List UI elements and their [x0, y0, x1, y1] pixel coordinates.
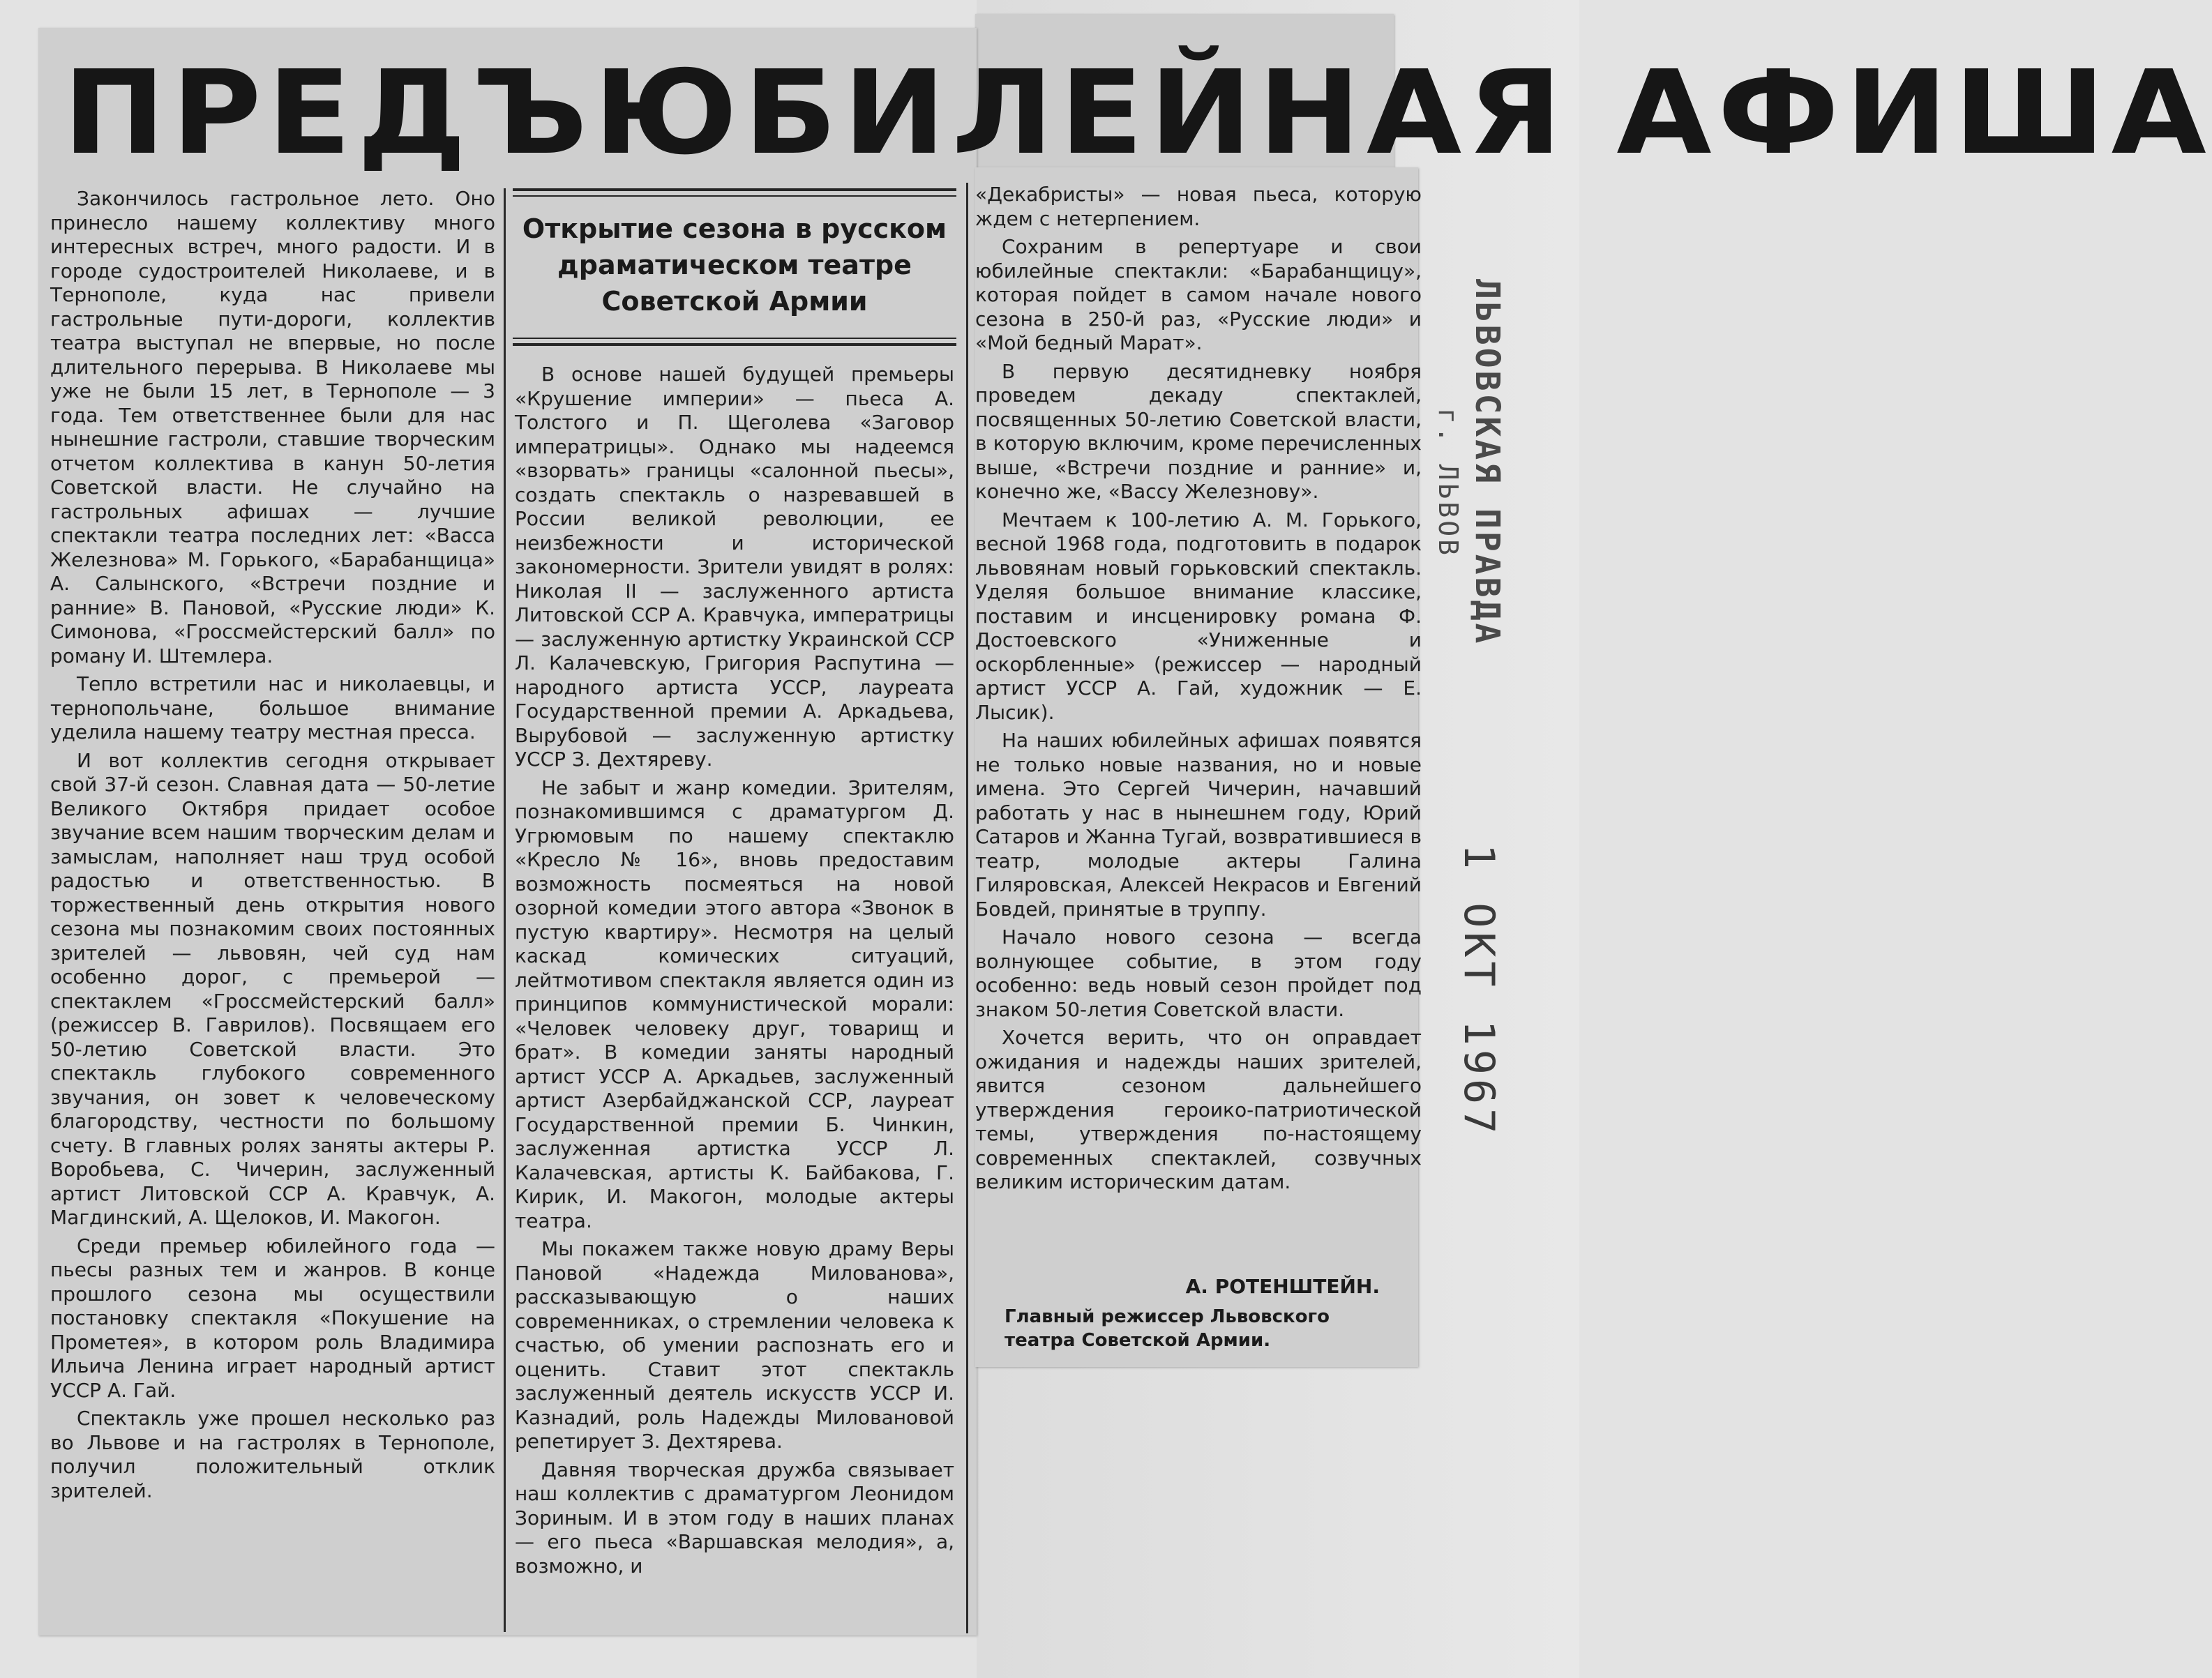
author-name: А. РОТЕНШТЕЙН. — [1185, 1275, 1380, 1298]
paragraph: Начало нового сезона — всегда волнующее событие, в этом году особенно: ведь новый сезон пройдет под знаком 50-летия Советской власти. — [975, 925, 1422, 1021]
paragraph: Среди премьер юбилейного года — пьесы разных тем и жанров. В конце прошлого сезона мы осуществили постановку спектакля «Покушение на Прометея», в котором роль Владимира Ильича Ленина играет народный артист УССР А. Гай. — [50, 1234, 495, 1402]
article-column-3 — [975, 183, 1422, 1199]
date-stamp: 1 ОКТ 1967 — [1454, 844, 1503, 1138]
paragraph: Тепло встретили нас и николаевцы, и тернопольчане, большое внимание уделила нашему театру местная пресса. — [50, 672, 495, 743]
publication-city-stamp: г. ЛЬВОВ — [1433, 408, 1464, 559]
subhead-rule-bottom-thin — [513, 338, 956, 339]
paragraph: «Декабристы» — новая пьеса, которую ждем с нетерпением. — [975, 183, 1422, 230]
paragraph: В первую десятидневку ноября проведем декаду спектаклей, посвященных 50-летию Советской власти, в которую включим, кроме перечисленных выше, «Встречи поздние и ранние» и, конечно же, «Вассу Железнову». — [975, 359, 1422, 503]
paragraph: На наших юбилейных афишах появятся не только новые названия, но и новые имена. Это Сергей Чичерин, начавший работать у нас в нынешнем году, Юрий Сатаров и Жанна Тугай, возвратившиеся в театр, молодые актеры Галина Гиляровская, Алексей Некрасов и Евгений Бовдей, принятые в труппу. — [975, 729, 1422, 921]
author-role: Главный режиссер Львовского театра Советской Армии. — [1005, 1306, 1330, 1351]
paragraph: Мы покажем также новую драму Веры Пановой «Надежда Милованова», рассказывающую о наших современниках, о стремлении человека к счастью, об умении распознать его и оценить. Ставит этот спектакль заслуженный деятель искусств УССР И. Казнадий, роль Надежды Миловановой репетирует З. Дехтярева. — [515, 1237, 954, 1453]
author-signature — [1005, 1275, 1395, 1352]
subhead-rule-top — [513, 188, 956, 191]
paragraph: Давняя творческая дружба связывает наш коллектив с драматургом Леонидом Зориным. И в этом году в наших планах — его пьеса «Варшавская мелодия», а, возможно, и — [515, 1458, 954, 1578]
column-divider-1 — [504, 188, 506, 1632]
paragraph: Хочется верить, что он оправдает ожидания и надежды наших зрителей, явится сезоном дальнейшего утверждения героико-патриотической темы, утверждения по-настоящему современных спектаклей, созвучных великим историческим датам. — [975, 1026, 1422, 1193]
paragraph: Не забыт и жанр комедии. Зрителям, познакомившимся с драматургом Д. Угрюмовым по нашему спектаклю «Кресло № 16», вновь предоставим возможность посмеяться на новой озорной комедии этого автора «Звонок в пустую квартиру». Несмотря на целый каскад комических ситуаций, лейтмотивом спектакля является один из принципов коммунистической морали: «Человек человеку друг, товарищ и брат». В комедии заняты народный артист УССР А. Аркадьев, заслуженный артист Азербайджанской ССР, лауреат Государственной премии Б. Чинкин, заслуженная артистка УССР Л. Калачевская, артисты К. Байбакова, Г. Кирик, И. Макогон, молодые актеры театра. — [515, 776, 954, 1232]
article-column-2 — [515, 363, 954, 1582]
subhead-rule-bottom — [513, 343, 956, 346]
paragraph: В основе нашей будущей премьеры «Крушение империи» — пьеса А. Толстого и П. Щеголева «Заговор императрицы». Однако мы надеемся «взорвать» границы «салонной пьесы», создать спектакль о назревавшей в России великой революции, ее неизбежности и исторической закономерности. Зрители увидят в ролях: Николая II — заслуженного артиста Литовской ССР А. Кравчука, императрицы — заслуженную артистку Украинской ССР Л. Калачевскую, Григория Распутина — народного артиста УССР, лауреата Государственной премии А. Аркадьева, Вырубовой — заслуженную артистку УССР З. Дехтяреву. — [515, 363, 954, 771]
paragraph: И вот коллектив сегодня открывает свой 37-й сезон. Славная дата — 50-летие Великого Октября придает особое звучание всем нашим творческим делам и замыслам, наполняет наш труд особой радостью и ответственностью. В торжественный день открытия нового сезона мы познакомим своих постоянных зрителей — львовян, чей суд нам особенно дорог, с премьерой — спектаклем «Гроссмейстерский балл» (режиссер В. Гаврилов). Посвящаем его 50-летию Советской власти. Это спектакль глубокого современного звучания, он зовет к человеческому благородству, честности по большому счету. В главных ролях заняты актеры Р. Воробьева, С. Чичерин, заслуженный артист Литовской ССР А. Кравчук, А. Магдинский, А. Щелоков, И. Макогон. — [50, 748, 495, 1229]
article-column-1 — [50, 187, 495, 1507]
paragraph: Закончилось гастрольное лето. Оно принесло нашему коллективу много интересных встреч, много радости. И в городе судостроителей Николаеве, и в Тернополе, куда нас привели гастрольные пути-дороги, коллектив театра выступал не впервые, но после длительного перерыва. В Николаеве мы уже не были 15 лет, в Тернополе — 3 года. Тем ответственнее были для нас нынешние гастроли, ставшие творческим отчетом коллектива в канун 50-летия Советской власти. Не случайно на гастрольных афишах — лучшие спектакли театра последних лет: «Васса Железнова» М. Горького, «Барабанщица» А. Салынского, «Встречи поздние и ранние» В. Пановой, «Русские люди» К. Симонова, «Гроссмейстерский балл» по роману И. Штемлера. — [50, 187, 495, 667]
subhead-rule-top-thin — [513, 195, 956, 197]
publication-stamp — [1468, 279, 1507, 646]
column-divider-2 — [966, 183, 968, 1633]
publication-name: ЛЬВОВСКАЯ ПРАВДА — [1468, 279, 1507, 647]
subhead-block — [513, 188, 956, 350]
paragraph: Сохраним в репертуаре и свои юбилейные спектакли: «Барабанщицу», которая пойдет в самом начале нового сезона в 250-й раз, «Русские люди» и «Мой бедный Марат». — [975, 235, 1422, 354]
article-headline: ПРЕДЪЮБИЛЕЙНАЯ АФИША — [63, 46, 2212, 181]
article-subhead: Открытие сезона в русском драматическом театре Советской Армии — [522, 213, 947, 317]
paragraph: Мечтаем к 100-летию А. М. Горького, весной 1968 года, подготовить в подарок львовянам новый горьковский спектакль. Уделяя большое внимание классике, поставим и инсценировку романа Ф. Достоевского «Униженные и оскорбленные» (режиссер — народный артист УССР А. Гай, художник — Е. Лысик). — [975, 508, 1422, 724]
paragraph: Спектакль уже прошел несколько раз во Львове и на гастролях в Тернополе, получил положительный отклик зрителей. — [50, 1407, 495, 1502]
